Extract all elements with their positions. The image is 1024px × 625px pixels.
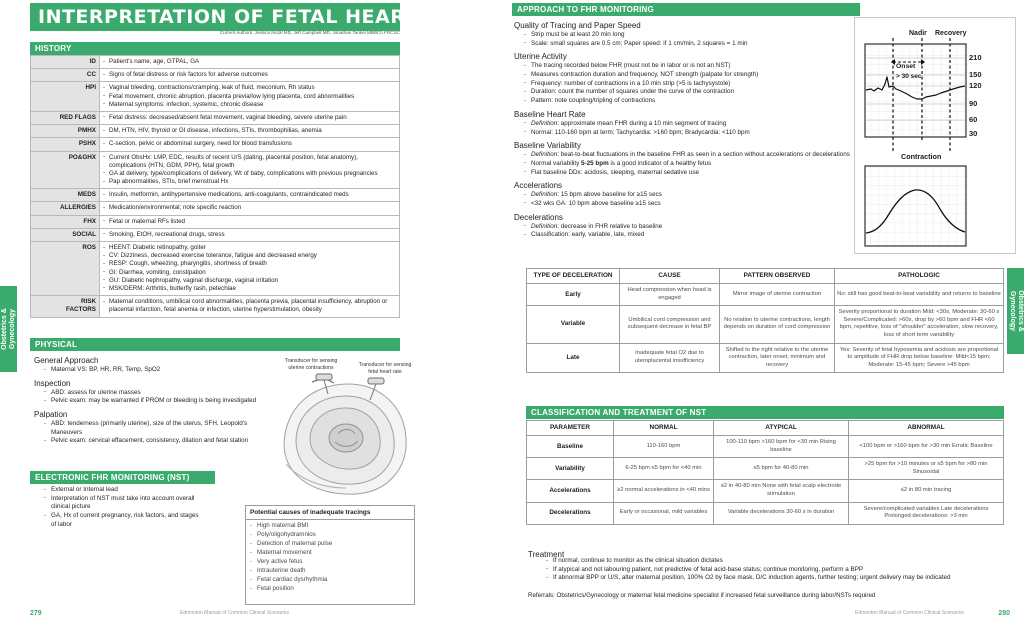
table-row <box>527 284 1004 306</box>
history-row-value <box>100 69 400 82</box>
list-item: - GU: Diabetic nephropathy, vaginal discharge, vaginal irritation <box>103 277 396 285</box>
history-row-label: ALLERGIES <box>31 202 100 215</box>
list-item: - Patient's name, age, GTPAL, GA <box>103 58 396 66</box>
list-item: - Fetal movement, chronic abruption, placenta previa/low lying placenta, cord abnormalities <box>103 93 396 101</box>
subsection-list <box>44 389 274 406</box>
inadequate-tracings-title: Potential causes of inadequate tracings <box>246 506 414 520</box>
history-row-value <box>100 242 400 296</box>
subsection-heading: Baseline Heart Rate <box>514 109 586 119</box>
page-title: INTERPRETATION OF FETAL HEART RATE <box>38 6 481 28</box>
table-row <box>527 343 1004 373</box>
table-row <box>31 215 400 228</box>
list-item: - Fetal position <box>250 585 414 594</box>
table-cell: Umbilical cord compression and subsequent decrease in fetal BP <box>620 306 720 343</box>
list-item: - Insulin, metformin, antihypertensive medications, anti-coagulants, contraindicated meds <box>103 191 396 199</box>
list-item: - C-section, pelvic or abdominal surgery, need for blood transfusions <box>103 140 396 148</box>
history-row-value <box>100 125 400 138</box>
history-row-value <box>100 228 400 241</box>
list-item: - <32 wks GA: 10 bpm above baseline ≥15 secs <box>524 200 862 209</box>
right-page <box>512 0 1024 625</box>
history-row-value <box>100 111 400 124</box>
history-row-label: CC <box>31 69 100 82</box>
list-item: - Maternal conditions, umbilical cord abnormalities, placenta previa, placental insufficiency, abruption or placental infarction, fetal anemia or infection, uterine hyperstimulation, obesity <box>103 298 396 314</box>
table-cell: 100-110 bpm >160 bpm for <30 min Rising baseline <box>714 436 849 458</box>
list-item: - Signs of fetal distress or risk factors for adverse outcomes <box>103 71 396 79</box>
table-row <box>31 202 400 215</box>
list-item: - RESP: Cough, wheezing, pharyngitis, shortness of breath <box>103 260 396 268</box>
table-cell: Accelerations <box>527 480 614 502</box>
subsection-heading: Accelerations <box>514 181 563 191</box>
subsection-heading: Quality of Tracing and Paper Speed <box>514 21 641 30</box>
list-item: - High maternal BMI <box>250 522 414 531</box>
list-item: - Definition: approximate mean FHR during a 10 min segment of tracing <box>524 120 862 129</box>
subsection-heading: Inspection <box>34 378 71 388</box>
table-row <box>31 296 400 317</box>
authors-line: Current Authors: Jessica Nicoll MD, Jeff Campbell MD, Jonathan Tankel MBBCh FRCSC <box>219 30 400 35</box>
history-row-value <box>100 151 400 189</box>
list-item: - Fetal or maternal RFs listed <box>103 218 396 226</box>
history-row-value <box>100 296 400 317</box>
column-header: ABNORMAL <box>849 421 1004 436</box>
treatment-heading: Treatment <box>528 550 565 559</box>
approach-section-banner: APPROACH TO FHR MONITORING <box>512 3 860 16</box>
table-cell: Early or occasional, mild variables <box>614 502 714 524</box>
history-row-value <box>100 138 400 151</box>
list-item: - Pattern: note coupling/tripling of contractions <box>524 97 862 106</box>
treatment-list <box>546 557 1016 583</box>
list-item: - Normal: 110-160 bpm at term; Tachycardia: >160 bpm; Bradycardia: <110 bpm <box>524 129 862 138</box>
subsection-list <box>524 62 862 105</box>
svg-text:Onset: Onset <box>896 63 916 70</box>
fhr-tracing-svg <box>855 18 1015 253</box>
history-row-value <box>100 56 400 69</box>
table-cell: >25 bpm for >10 minutes or ≤5 bpm for >80 min Sinusoidal <box>849 458 1004 480</box>
table-cell: Decelerations <box>527 502 614 524</box>
column-header: NORMAL <box>614 421 714 436</box>
list-item: - Maternal VS: BP, HR, RR, Temp, SpO2 <box>44 366 274 375</box>
table-cell: Late <box>527 343 620 373</box>
subsection-heading: General Approach <box>34 356 99 365</box>
subsection-heading: Decelerations <box>514 212 563 222</box>
inadequate-tracings-list <box>250 522 414 594</box>
table-cell: ≤2 in 40-80 min None with fetal scalp electrode stimulation <box>714 480 849 502</box>
list-item: - Fetal distress: decreased/absent fetal movement, vaginal bleeding, severe uterine pain <box>103 114 396 122</box>
list-item: - If atypical and not labouring patient, not predictive of fetal acid-base status; continue monitoring, perform a BPP <box>546 566 1016 575</box>
page-number-left: 279 <box>30 610 42 617</box>
table-cell: Variable <box>527 306 620 343</box>
list-item: - Measures contraction duration and frequency, NOT strength (palpate for strength) <box>524 71 862 80</box>
history-row-label: ROS <box>31 242 100 296</box>
list-item: - GA, Hx of current pregnancy, risk factors, and stages of labor <box>44 512 204 529</box>
table-row <box>31 111 400 124</box>
list-item: - If abnormal BPP or U/S, alter maternal position, 100% O2 by face mask, D/C induction agents, further testing; urgent delivery may be indicated <box>546 574 1016 583</box>
svg-text:60: 60 <box>969 115 978 124</box>
list-item: - Flat baseline DDx: acidosis, sleeping, maternal sedative use <box>524 169 862 178</box>
svg-text:Contraction: Contraction <box>901 152 942 161</box>
list-item: - Scale: small squares are 0.5 cm; Paper speed: if 1 cm/min, 2 squares = 1 min <box>524 40 862 49</box>
svg-text:30: 30 <box>969 129 978 138</box>
list-item: - The tracing recorded below FHR (must not be in labor or is not an NST) <box>524 62 862 71</box>
subsection-list <box>44 366 274 375</box>
side-tab-right-label: Obstetrics & Gynecology <box>1008 290 1024 332</box>
fhr-monitoring-list <box>44 486 204 529</box>
svg-text:90: 90 <box>969 99 978 108</box>
table-cell: 6-25 bpm ≤5 bpm for <40 min <box>614 458 714 480</box>
fetal-monitoring-illustration <box>272 368 412 498</box>
list-item: - Smoking, EtOH, recreational drugs, stress <box>103 231 396 239</box>
history-row-label: FHX <box>31 215 100 228</box>
history-row-label: PMHX <box>31 125 100 138</box>
table-row <box>527 306 1004 343</box>
list-item: - Medication/environmental; note specific reaction <box>103 204 396 212</box>
fhr-transducer-caption: Transducer for sensing fetal heart rate <box>358 362 412 375</box>
history-row-label: RISK FACTORS <box>31 296 100 317</box>
history-row-label: PSHX <box>31 138 100 151</box>
table-row <box>31 138 400 151</box>
table-row <box>527 436 1004 458</box>
list-item: - Definition: 15 bpm above baseline for ≥15 secs <box>524 191 862 200</box>
table-cell: Yes: Severity of fetal hypoxemia and acidosis are proportional to amplitude of FHR drop below baseline: Mild<15 bpm; Moderate: 15-45 bpm; Severe >45 bpm <box>835 343 1004 373</box>
list-item: - Detection of maternal pulse <box>250 540 414 549</box>
side-tab-left <box>0 286 17 372</box>
list-item: - Duration: count the number of squares under the curve of the contraction <box>524 88 862 97</box>
table-row <box>31 125 400 138</box>
list-item: - Interpretation of NST must take into account overall clinical picture <box>44 495 204 512</box>
list-item: - Intrauterine death <box>250 567 414 576</box>
table-row <box>527 480 1004 502</box>
table-cell: No relation to uterine contractions, length depends on duration of cord compression <box>720 306 835 343</box>
list-item: - Maternal movement <box>250 549 414 558</box>
list-item: - MSK/DERM: Arthritis, butterfly rash, petechiae <box>103 285 396 293</box>
approach-groups <box>514 17 862 240</box>
history-row-value <box>100 215 400 228</box>
list-item: - Pelvic exam: cervical effacement, consistency, dilation and fetal station <box>44 437 274 446</box>
svg-text:150: 150 <box>969 70 982 79</box>
list-item: - If normal, continue to monitor as the clinical situation dictates <box>546 557 1016 566</box>
column-header: PATTERN OBSERVED <box>720 269 835 284</box>
list-item: - Strip must be at least 20 min long <box>524 31 862 40</box>
table-cell: ≤5 bpm for 40-80 min <box>714 458 849 480</box>
list-item: - Pelvic exam: may be warranted if PROM or bleeding is being investigated <box>44 397 274 406</box>
uterine-transducer-caption: Transducer for sensing uterine contractions <box>284 358 338 371</box>
page-title-banner <box>30 3 481 31</box>
list-item: - ABD: assess for uterine masses <box>44 389 274 398</box>
list-item: - Classification: early, variable, late, mixed <box>524 231 862 240</box>
footer-right: Edmonton Manual of Common Clinical Scenarios <box>855 610 964 616</box>
history-row-label: HPI <box>31 82 100 112</box>
list-item: - Very active fetus <box>250 558 414 567</box>
list-item: - Maternal symptoms: infection, systemic, chronic disease <box>103 101 396 109</box>
side-tab-right <box>1007 268 1024 354</box>
svg-text:Recovery: Recovery <box>935 30 967 37</box>
history-row-value <box>100 189 400 202</box>
side-tab-left-label: Obstetrics & Gynecology <box>0 308 16 350</box>
deceleration-table <box>526 268 1004 373</box>
table-cell: No: still has good beat-to-beat variability and returns to baseline <box>835 284 1004 306</box>
column-header: PATHOLOGIC <box>835 269 1004 284</box>
table-cell: Severity proportional to duration Mild: <30s, Moderate: 30-60 s Severe/Complicated: >60s, drop by >60 bpm and FHR <60 bpm, repetitive, loss of "shoulder" acceleration, slow recovery, loss of short term variability <box>835 306 1004 343</box>
list-item: - GI: Diarrhea, vomiting, constipation <box>103 269 396 277</box>
history-row-label: SOCIAL <box>31 228 100 241</box>
history-row-value <box>100 82 400 112</box>
footer-left: Edmonton Manual of Common Clinical Scenarios <box>180 610 289 616</box>
table-row <box>31 151 400 189</box>
table-row <box>31 228 400 241</box>
history-row-label: PO&GHX <box>31 151 100 189</box>
nst-classification-table <box>526 420 1004 525</box>
list-item: - ABD: tenderness (primarily uterine), size of the uterus, SFH, Leopold's Maneuvers <box>44 420 274 437</box>
history-row-value <box>100 202 400 215</box>
page-number-right: 280 <box>998 610 1010 617</box>
subsection-list <box>524 151 862 177</box>
history-row-label: MEDS <box>31 189 100 202</box>
table-cell: Variable decelerations 30-60 s in duration <box>714 502 849 524</box>
subsection-list <box>44 420 274 446</box>
svg-text:> 30 sec: > 30 sec <box>896 73 922 80</box>
column-header: PARAMETER <box>527 421 614 436</box>
table-row <box>31 82 400 112</box>
column-header: ATYPICAL <box>714 421 849 436</box>
table-cell: <100 bpm or >160 bpm for >30 min Erratic Baseline <box>849 436 1004 458</box>
table-cell: Baseline <box>527 436 614 458</box>
column-header: CAUSE <box>620 269 720 284</box>
subsection-list <box>524 120 862 137</box>
svg-text:120: 120 <box>969 81 982 90</box>
list-item: - Normal variability 5-25 bpm is a good indicator of a healthy fetus <box>524 160 862 169</box>
list-item: - DM, HTN, HIV, thyroid or GI disease, infections, STIs, thrombophilias, anemia <box>103 127 396 135</box>
list-item: - Definition: beat-to-beat fluctuations in the baseline FHR as seen in a section without accelerations or decelerations <box>524 151 862 160</box>
history-row-label: ID <box>31 56 100 69</box>
table-cell: ≤2 in 80 min tracing <box>849 480 1004 502</box>
table-row <box>527 502 1004 524</box>
svg-text:Nadir: Nadir <box>909 30 927 37</box>
list-item: - Vaginal bleeding, contractions/cramping, leak of fluid, meconium, Rh status <box>103 84 396 92</box>
table-cell: Variability <box>527 458 614 480</box>
table-row <box>31 189 400 202</box>
subsection-heading: Palpation <box>34 410 68 420</box>
list-item: - Poly/oligohydramnios <box>250 531 414 540</box>
table-cell: Head compression when head is engaged <box>620 284 720 306</box>
subsection-list <box>524 223 862 240</box>
history-row-label: RED FLAGS <box>31 111 100 124</box>
table-row <box>31 69 400 82</box>
table-cell: Shifted to the right relative to the uterine contraction, later onset, minimum and recovery <box>720 343 835 373</box>
subsection-list <box>524 191 862 208</box>
table-cell: Mirror image of uterine contraction <box>720 284 835 306</box>
table-cell: Inadequate fetal O2 due to uteroplacental insufficiency <box>620 343 720 373</box>
column-header: TYPE OF DECELERATION <box>527 269 620 284</box>
list-item: - External or Internal lead <box>44 486 204 495</box>
physical-section-banner: PHYSICAL <box>30 338 400 351</box>
fhr-monitoring-banner: ELECTRONIC FHR MONITORING (NST) <box>30 471 215 484</box>
table-cell: ≥2 normal accelerations in <40 mins <box>614 480 714 502</box>
list-item: - Frequency: number of contractions in a 10 min strip (>5 is tachysystole) <box>524 80 862 89</box>
fhr-tracing-figure <box>854 17 1016 254</box>
table-row <box>31 242 400 296</box>
table-cell: Severe/complicated variables Late decelerations Prolonged decelerations: >3 min <box>849 502 1004 524</box>
referrals-note: Referrals: Obstetrics/Gynecology or maternal fetal medicine specialist if increased fetal surveillance during labor/NSTs required <box>528 592 876 599</box>
subsection-list <box>524 31 862 48</box>
table-cell: Early <box>527 284 620 306</box>
inadequate-tracings-box <box>245 505 415 605</box>
list-item: - Pap abnormalities, STIs, brief menstrual Hx <box>103 178 396 186</box>
list-item: - Definition: decrease in FHR relative to baseline <box>524 223 862 232</box>
physical-groups <box>34 352 274 446</box>
table-cell: 110-160 bpm <box>614 436 714 458</box>
list-item: - GA at delivery, type/complications of delivery, Wt of baby, complications with previous pregnancies <box>103 170 396 178</box>
list-item: - HEENT: Diabetic retinopathy, goiter <box>103 244 396 252</box>
list-item: - Fetal cardiac dysrhythmia <box>250 576 414 585</box>
list-item: - CV: Dizziness, decreased exercise tolerance, fatigue and decreased energy <box>103 252 396 260</box>
subsection-heading: Uterine Activity <box>514 52 567 62</box>
svg-text:210: 210 <box>969 53 982 62</box>
history-section-banner: HISTORY <box>30 42 400 55</box>
table-row <box>31 56 400 69</box>
list-item: - Current ObsHx: LMP, EDC, results of recent U/S (dating, placental position, fetal anatomy), complications (HTN, GDM, PPH), fetal growth <box>103 154 396 170</box>
subsection-heading: Baseline Variability <box>514 141 581 151</box>
history-table <box>30 55 400 318</box>
nst-classification-banner: CLASSIFICATION AND TREATMENT OF NST <box>526 406 1004 419</box>
table-row <box>527 458 1004 480</box>
